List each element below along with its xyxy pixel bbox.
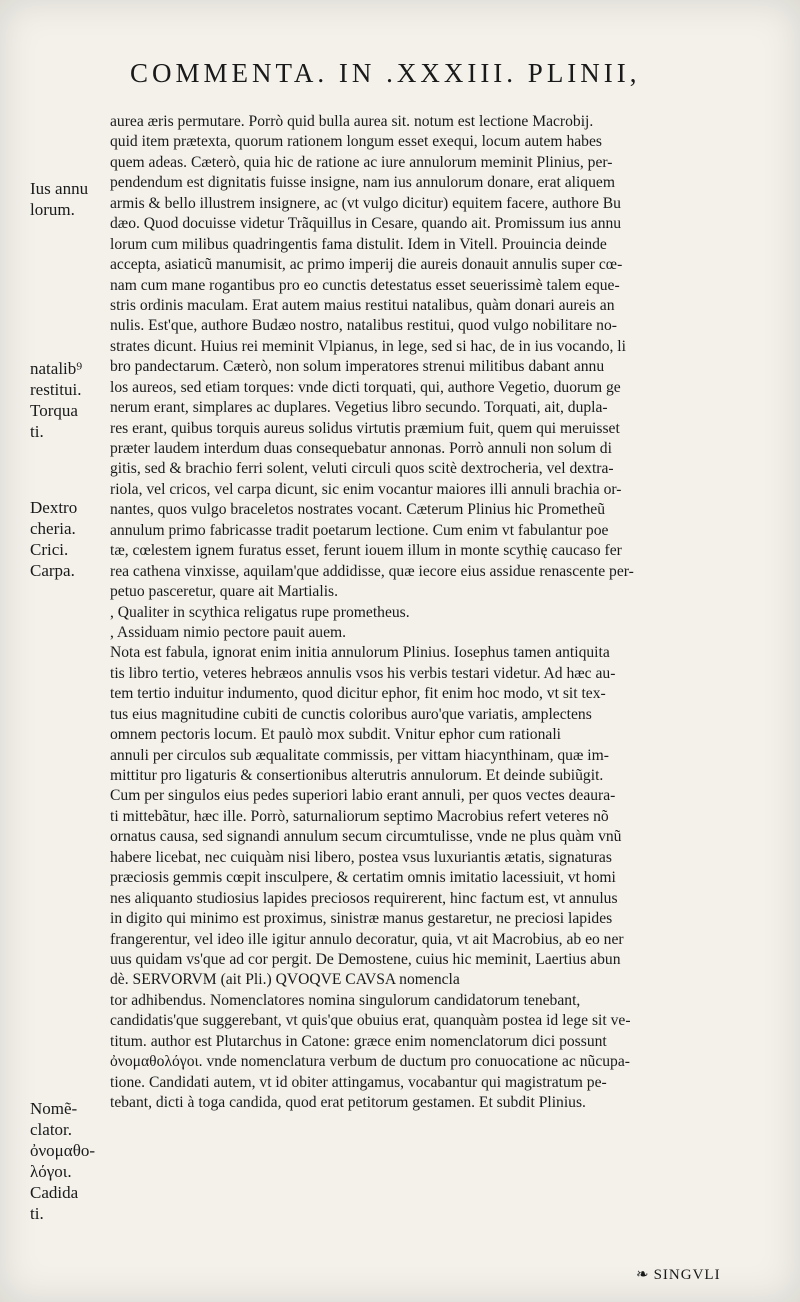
text-line: gitis, sed & brachio ferri solent, veluti circuli quos scitè dextrocheria, vel dextra- [110, 460, 614, 478]
text-line: candidatis'que suggerebant, vt quis'que obuius erat, quanquàm postea id lege sit ve- [110, 1012, 631, 1030]
text-line: tione. Candidati autem, vt id obiter attingamus, vocabantur qui magistratum pe- [110, 1073, 607, 1091]
running-head: COMMENTA. IN .XXXIII. PLINII, [130, 58, 641, 88]
text-line: tebant, dicti à toga candida, quod erat petitorum gestamen. Et subdit Plinius. [110, 1094, 586, 1111]
margin-note-line: restitui. [30, 380, 82, 399]
text-line: annuli per circulos sub æqualitate commissis, per vittam hiacynthinam, quæ im- [110, 746, 609, 764]
margin-note-line: clator. [30, 1120, 73, 1139]
margin-note-line: Carpa. [30, 561, 75, 580]
text-line: accepta, asiaticũ manumisit, ac primo imperij die aureis donauit annulis super cœ- [110, 256, 623, 274]
text-line: ὀνομαθολόγοι. vnde nomenclatura verbum de ductum pro conuocatione ac nũcupa- [110, 1053, 630, 1071]
text-line: annulum primo fabricasse tradit poetarum lectione. Cum enim vt fabulantur poe [110, 521, 609, 539]
text-line: in digito qui minimo est proximus, sinistræ manus gestaretur, ne preciosi lapides [110, 910, 613, 928]
text-line: , Assiduam nimio pectore pauit auem. [110, 623, 347, 641]
fleuron-icon: ❧ [636, 1267, 650, 1283]
text-line: uus quidam vs'que ad cor pergit. De Demostene, cuius hic meminit, Laertius abun [110, 950, 621, 968]
margin-note-dextrocheria [30, 497, 108, 581]
text-line: bro pandectarum. Cæterò, non solum imperatores strenui militibus dabant annu [110, 358, 605, 376]
text-line: omnem pectoris locum. Et paulò mox subdit. Vnitur ephor cum rationali [110, 726, 561, 744]
text-line: tor adhibendus. Nomenclatores nomina singulorum candidatorum tenebant, [110, 991, 581, 1009]
margin-note-line: Crici. [30, 540, 69, 559]
text-line: nam cum mane rogantibus pro eo cunctis detestatus esset seuerissimè talem eque- [110, 276, 620, 294]
text-line: armis & bello illustrem insignere, ac (vt vulgo dicitur) equitem facere, authore Bu [110, 194, 621, 212]
text-line: frangerentur, vel ideo ille igitur annulo decoratur, quia, vt ait Macrobius, ab eo ner [110, 930, 624, 948]
margin-note-nomenclator [30, 1098, 108, 1224]
margin-note-line: Ius annu [30, 179, 89, 198]
margin-note-line: cheria. [30, 519, 76, 538]
text-line: quem adeas. Cæterò, quia hic de ratione ac iure annulorum meminit Plinius, per- [110, 153, 613, 171]
text-line: strates dicunt. Huius rei meminit Vlpianus, in lege, sed si hac, de in ius vocando, li [110, 337, 626, 355]
text-line: Cum per singulos eius pedes superiori labio erant annuli, per quos vectes deaura- [110, 787, 616, 805]
margin-note-ius-annulorum [30, 178, 108, 220]
margin-note-line: Nomẽ- [30, 1099, 78, 1118]
text-line: tem tertio induitur indumento, quod dicitur ephor, fit enim hoc modo, vt sit tex- [110, 685, 606, 703]
text-line: aurea æris permutare. Porrò quid bulla aurea sit. notum est lectione Macrobij. [110, 113, 594, 130]
text-line: rea cathena vinxisse, aquilam'que addidisse, quæ iecore eius assidue renascente per- [110, 562, 634, 580]
text-line: Nota est fabula, ignorat enim initia annulorum Plinius. Iosephus tamen antiquita [110, 644, 610, 662]
margin-note-line: ti. [30, 422, 44, 441]
text-line: petuo pasceretur, quare ait Martialis. [110, 583, 338, 601]
text-line: tus eius magnitudine cubiti de cunctis coloribus auro'que variatis, amplectens [110, 705, 592, 723]
catchword [636, 1265, 721, 1284]
text-line: tis libro tertio, veteres hebræos annulis vsos his verbis testari videtur. Ad hæc au- [110, 664, 616, 682]
margin-note-line: λόγοι. [30, 1162, 72, 1181]
margin-note-line: Torqua [30, 401, 78, 420]
text-line: ti mittebãtur, hæc ille. Porrò, saturnaliorum septimo Macrobius refert veteres nõ [110, 807, 609, 825]
text-line: quid item prætexta, quorum rationem longum esset exequi, locum autem habes [110, 133, 602, 151]
text-line: lorum cum milibus quadringentis fama distulit. Idem in Vitell. Prouincia deinde [110, 235, 607, 253]
catchword-text: SINGVLI [653, 1267, 721, 1283]
margin-note-line: ὀνομαθο- [30, 1141, 96, 1160]
text-line: , Qualiter in scythica religatus rupe prometheus. [110, 603, 410, 621]
text-line: nes aliquanto studiosius lapides preciosos requirerent, hinc factum est, vt annulus [110, 889, 618, 907]
text-line: dè. SERVORVM (ait Pli.) QVOQVE CAVSA nomencla [110, 971, 460, 989]
text-line: præter laudem interdum duas consequebatur annonas. Porrò annuli non solum di [110, 440, 612, 457]
text-line: mittitur pro ligaturis & consertionibus alterutris annulorum. Et deinde subiũgit. [110, 767, 604, 784]
text-line: ornatus causa, sed signandi annulum secum circumtulisse, vnde ne plus quàm vnũ [110, 828, 622, 846]
text-line: habere licebat, nec cuiquàm nisi libero, postea vsus luxuriantis ætatis, signaturas [110, 848, 612, 866]
text-line: nantes, quos vulgo braceletos nostrates vocant. Cæterum Plinius hic Prometheũ [110, 501, 606, 519]
margin-note-line: lorum. [30, 200, 75, 219]
text-line: tæ, cœlestem ignem furatus esset, ferunt iouem illum in monte scythię caucaso fer [110, 542, 622, 560]
text-line: nulis. Est'que, authore Budæo nostro, natalibus restitui, quod vulgo nobilitare no- [110, 317, 617, 335]
text-line: titum. author est Plutarchus in Catone: græce enim nomenclatorum dici possunt [110, 1032, 607, 1050]
margin-note-line: natalib⁹ [30, 359, 83, 378]
margin-note-line: Dextro [30, 498, 78, 517]
text-line: nerum erant, simplares ac duplares. Vegetius libro secundo. Torquati, ait, dupla- [110, 399, 608, 417]
text-line: los aureos, sed etiam torques: vnde dicti torquati, qui, authore Vegetio, duorum ge [110, 378, 621, 396]
text-line: riola, vel cricos, vel carpa dicunt, sic enim vocantur maiores illi annuli brachia or- [110, 480, 622, 498]
text-line: stris ordinis maculam. Erat autem maius restitui natalibus, quàm donari aureis an [110, 296, 615, 314]
margin-note-line: Cadida [30, 1183, 79, 1202]
text-line: dæo. Quod docuisse videtur Trãquillus in Cesare, quando ait. Promissum ius annu [110, 215, 622, 233]
margin-note-line: ti. [30, 1204, 44, 1223]
text-line: pendendum est dignitatis fuisse insigne, nam ius annulorum donare, erat aliquem [110, 174, 615, 192]
main-text-block [110, 112, 768, 1113]
text-line: præciosis gemmis cœpit insculpere, & certatim omnis imitatio lacessiuit, vt homi [110, 869, 616, 887]
text-line: res erant, quibus torquis aureus solidus virtutis præmium fuit, quem qui meruisset [110, 419, 620, 437]
margin-note-natalibus [30, 358, 108, 442]
